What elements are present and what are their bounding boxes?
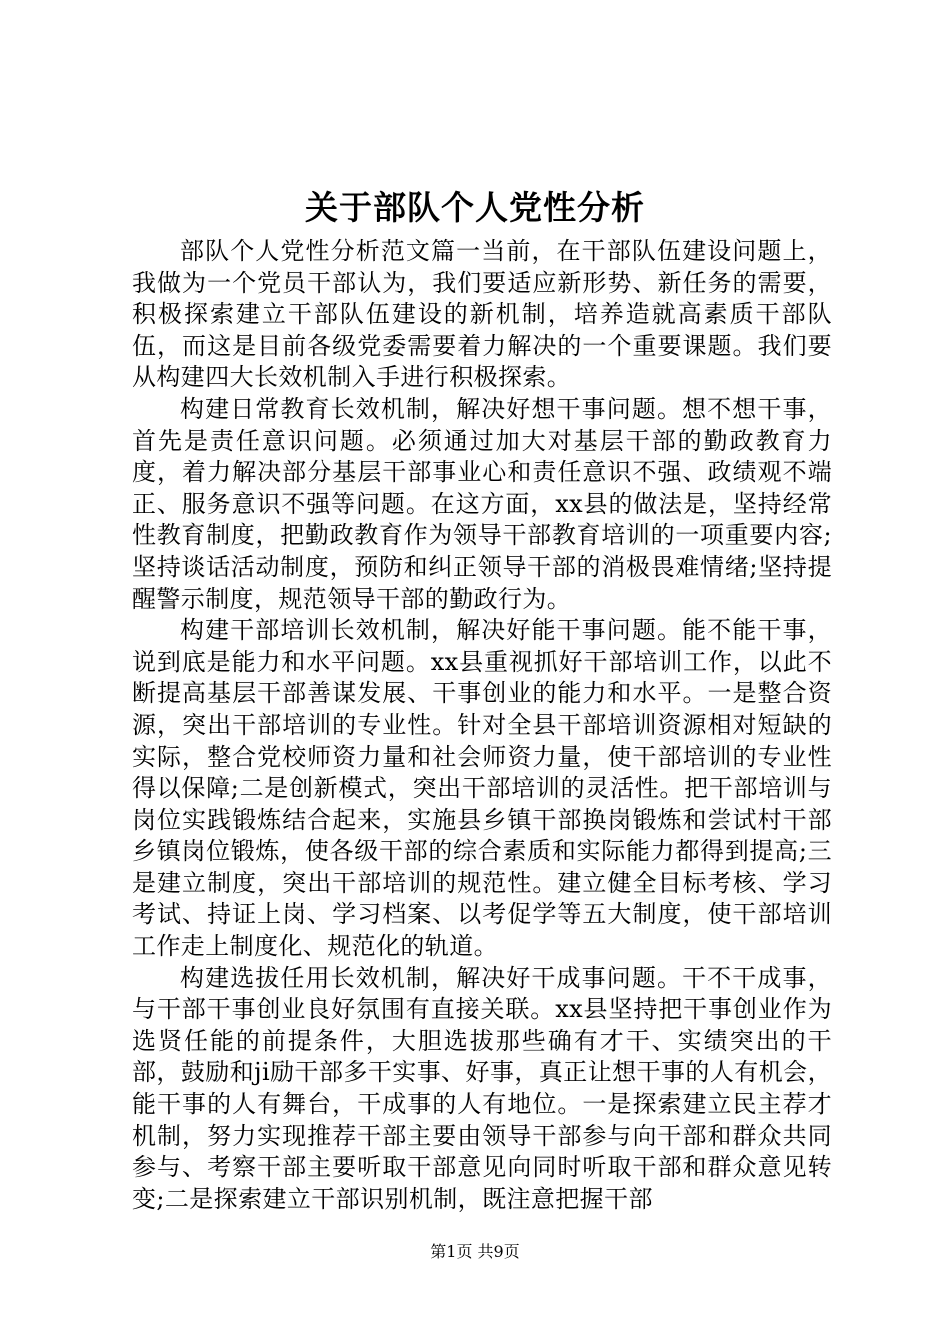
document-title: 关于部队个人党性分析 [305, 188, 645, 227]
paragraph-training-mechanism: 构建干部培训长效机制，解决好能干事问题。能不能干事，说到底是能力和水平问题。xx县重视抓好干部培训工作，以此不断提高基层干部善谋发展、干事创业的能力和水平。一是整合资源，突出干部培训的专业性。针对全县干部培训资源相对短缺的实际，整合党校师资力量和社会师资力量，使干部培训的专业性得以保障;二是创新模式，突出干部培训的灵活性。把干部培训与岗位实践锻炼结合起来，实施县乡镇干部换岗锻炼和尝试村干部乡镇岗位锻炼，使各级干部的综合素质和实际能力都得到提高;三是建立制度，突出干部培训的规范性。建立健全目标考核、学习考试、持证上岗、学习档案、以考促学等五大制度，使干部培训工作走上制度化、规范化的轨道。 [132, 616, 832, 961]
paragraph-intro: 部队个人党性分析范文篇一当前，在干部队伍建设问题上，我做为一个党员干部认为，我们要适应新形势、新任务的需要，积极探索建立干部队伍建设的新机制，培养造就高素质干部队伍，而这是目前各级党委需要着力解决的一个重要课题。我们要从构建四大长效机制入手进行积极探索。 [132, 237, 832, 392]
paragraph-education-mechanism: 构建日常教育长效机制，解决好想干事问题。想不想干事，首先是责任意识问题。必须通过加大对基层干部的勤政教育力度，着力解决部分基层干部事业心和责任意识不强、政绩观不端正、服务意识不强等问题。在这方面，xx县的做法是，坚持经常性教育制度，把勤政教育作为领导干部教育培训的一项重要内容;坚持谈话活动制度，预防和纠正领导干部的消极畏难情绪;坚持提醒警示制度，规范领导干部的勤政行为。 [132, 394, 832, 613]
document-body [132, 236, 832, 1215]
page-footer: 第1页 共9页 [430, 1242, 520, 1261]
paragraph-selection-mechanism: 构建选拔任用长效机制，解决好干成事问题。干不干成事，与干部干事创业良好氛围有直接关联。xx县坚持把干事创业作为选贤任能的前提条件，大胆选拔那些确有才干、实绩突出的干部，鼓励和ji励干部多干实事、好事，真正让想干事的人有机会，能干事的人有舞台，干成事的人有地位。一是探索建立民主荐才机制，努力实现推荐干部主要由领导干部参与向干部和群众共同参与、考察干部主要听取干部意见向同时听取干部和群众意见转变;二是探索建立干部识别机制，既注意把握干部 [132, 963, 832, 1213]
